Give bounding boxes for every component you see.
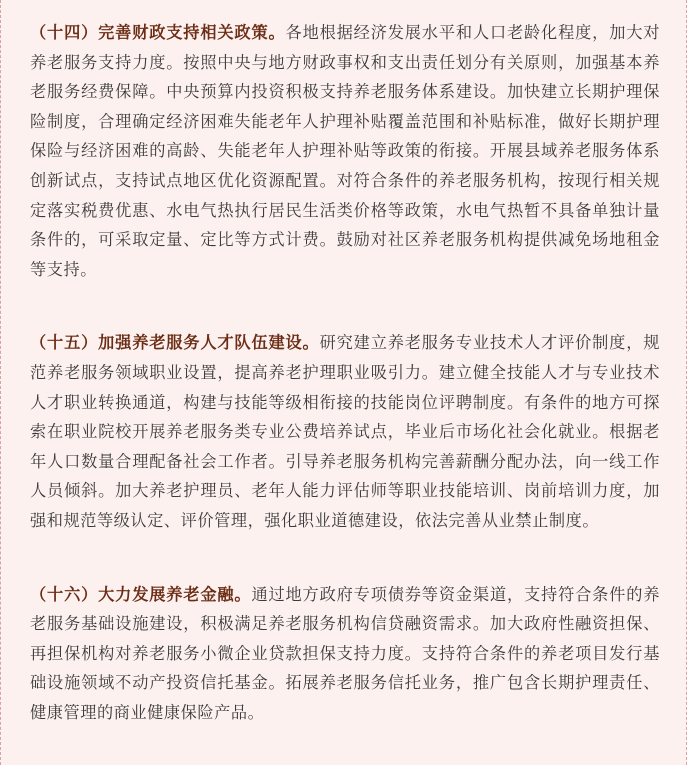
paragraph-gap [30,284,660,328]
article-body [30,18,660,727]
section-14-text: 各地根据经济发展水平和人口老龄化程度，加大对养老服务支持力度。按照中央与地方财政事权和支出责任划分有关原则，加强基本养老服务经费保障。中央预算内投资积极支持养老服务体系建设。加快建立长期护理保险制度，合理确定经济困难失能老年人护理补贴覆盖范围和补贴标准，做好长期护理保险与经济困难的高龄、失能老年人护理补贴等政策的衔接。开展县域养老服务体系创新试点，支持试点地区优化资源配置。对符合条件的养老服务机构，按现行相关规定落实税费优惠、水电气热执行居民生活类价格等政策，水电气热暂不具备单独计量条件的，可采取定量、定比等方式计费。鼓励对社区养老服务机构提供减免场地租金等支持。 [30,23,660,279]
section-15-text: 研究建立养老服务专业技术人才评价制度，规范养老服务领域职业设置，提高养老护理职业吸引力。建立健全技能人才与专业技术人才职业转换通道，构建与技能等级相衔接的技能岗位评聘制度。有条件的地方可探索在职业院校开展养老服务类专业公费培养试点，毕业后市场化社会化就业。根据老年人口数量合理配备社会工作者。引导养老服务机构完善薪酬分配办法，向一线工作人员倾斜。加大养老护理员、老年人能力评估师等职业技能培训、岗前培训力度，加强和规范等级认定、评价管理，强化职业道德建设，依法完善从业禁止制度。 [30,333,660,530]
section-16-text: 通过地方政府专项债券等资金渠道，支持符合条件的养老服务基础设施建设，积极满足养老服务机构信贷融资需求。加大政府性融资担保、再担保机构对养老服务小微企业贷款担保支持力度。支持符合条件的养老项目发行基础设施领域不动产投资信托基金。拓展养老服务信托业务，推广包含长期护理责任、健康管理的商业健康保险产品。 [30,584,660,722]
section-16-heading: （十六）大力发展养老金融。 [30,584,252,604]
section-14-heading: （十四）完善财政支持相关政策。 [30,23,286,42]
paragraph-gap [30,536,660,580]
section-15-heading: （十五）加强养老服务人才队伍建设。 [30,333,320,353]
section-14-paragraph [30,18,660,284]
section-15-paragraph [30,328,660,535]
section-16-paragraph [30,580,660,728]
